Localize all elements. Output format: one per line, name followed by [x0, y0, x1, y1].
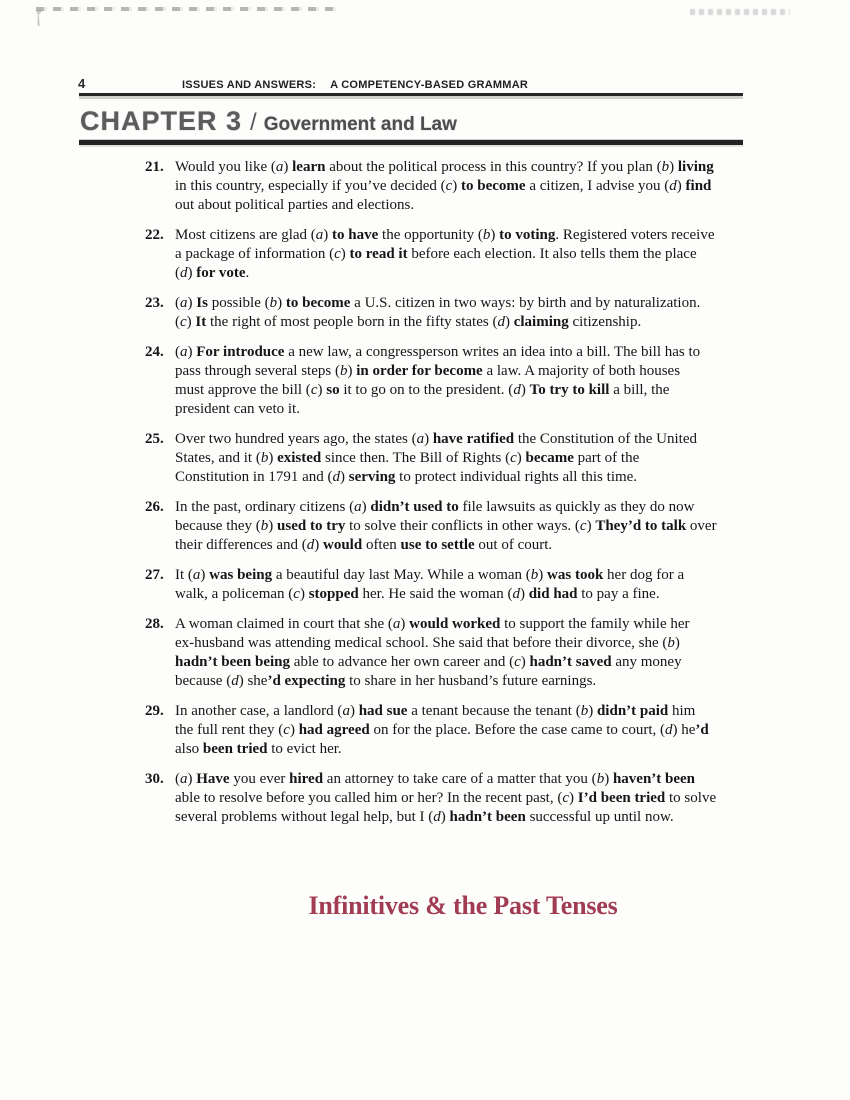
exercise-item: [145, 343, 785, 419]
scan-artifact: [36, 7, 336, 11]
item-text: In another case, a landlord (a) had sue a tenant because the tenant (b) didn’t paid him the full rent they (c) had agreed on for the place. Before the case came to court, (d) he’d also been tried to evict her.: [175, 703, 709, 757]
page-number: 4: [78, 76, 86, 91]
item-number: 23.: [145, 295, 164, 311]
exercise-item: [145, 294, 785, 332]
section-footer-title: Infinitives & the Past Tenses: [308, 891, 618, 920]
exercise-item: [145, 566, 785, 604]
item-text: (a) Is possible (b) to become a U.S. citizen in two ways: by birth and by naturalization. (c) It the right of most people born in the fifty states (d) claiming citizenship.: [175, 295, 701, 330]
exercise-item: [145, 226, 785, 283]
scan-artifact: [690, 9, 790, 15]
item-number: 27.: [145, 567, 164, 583]
exercise-item: [145, 770, 785, 827]
item-number: 28.: [145, 616, 164, 632]
running-head: [182, 79, 528, 91]
item-text: It (a) was being a beautiful day last May. While a woman (b) was took her dog for a walk, a policeman (c) stopped her. He said the woman (d) did had to pay a fine.: [175, 567, 685, 602]
item-number: 29.: [145, 703, 164, 719]
header-divider: [79, 93, 743, 96]
chapter-heading: [80, 106, 457, 137]
item-text: (a) For introduce a new law, a congressperson writes an idea into a bill. The bill has to pass through several steps (b) in order for become a law. A majority of both houses must approve the bill (c) so it to go on to the president. (d) To try to kill a bill, the president can veto it.: [175, 344, 701, 417]
item-number: 30.: [145, 771, 164, 787]
item-number: 24.: [145, 344, 164, 360]
running-head-right: A COMPETENCY-BASED GRAMMAR: [330, 79, 529, 91]
item-text: (a) Have you ever hired an attorney to take care of a matter that you (b) haven’t been able to resolve before you called him or her? In the recent past, (c) I’d been tried to solve several problems without legal help, but I (d) hadn’t been successful up until now.: [175, 771, 717, 825]
item-text: In the past, ordinary citizens (a) didn’t used to file lawsuits as quickly as they do now because they (b) used to try to solve their conflicts in other ways. (c) They’d to talk over their differences and (d) would often use to settle out of court.: [175, 499, 717, 553]
item-number: 25.: [145, 431, 164, 447]
item-text: A woman claimed in court that she (a) would worked to support the family while her ex-husband was attending medical school. She said that before their divorce, she (b) hadn’t been being able to advance her own career and (c) hadn’t saved any money because (d) she’d expecting to share in her husband’s future earnings.: [175, 616, 690, 689]
chapter-divider: [79, 140, 743, 145]
item-text: Would you like (a) learn about the political process in this country? If you plan (b) living in this country, especially if you’ve decided (c) to become a citizen, I advise you (d) find out about political parties and elections.: [175, 159, 714, 213]
exercise-item: [145, 430, 785, 487]
exercise-item: [145, 158, 785, 215]
item-number: 21.: [145, 159, 164, 175]
exercise-item: [145, 615, 785, 691]
exercise-item: [145, 498, 785, 555]
exercise-item: [145, 702, 785, 759]
exercise-list: [145, 158, 785, 838]
chapter-title: Government and Law: [263, 114, 457, 135]
item-text: Over two hundred years ago, the states (a) have ratified the Constitution of the United States, and it (b) existed since then. The Bill of Rights (c) became part of the Constitution in 1791 and (d) serving to protect individual rights all this time.: [175, 431, 697, 485]
item-text: Most citizens are glad (a) to have the opportunity (b) to voting. Registered voters receive a package of information (c) to read it before each election. It also tells them the place (d) for vote.: [175, 227, 715, 281]
chapter-label: CHAPTER 3: [80, 106, 243, 136]
chapter-separator: /: [250, 109, 257, 136]
item-number: 22.: [145, 227, 164, 243]
running-head-left: ISSUES AND ANSWERS:: [182, 79, 317, 91]
scan-artifact: [36, 10, 43, 26]
item-number: 26.: [145, 499, 164, 515]
